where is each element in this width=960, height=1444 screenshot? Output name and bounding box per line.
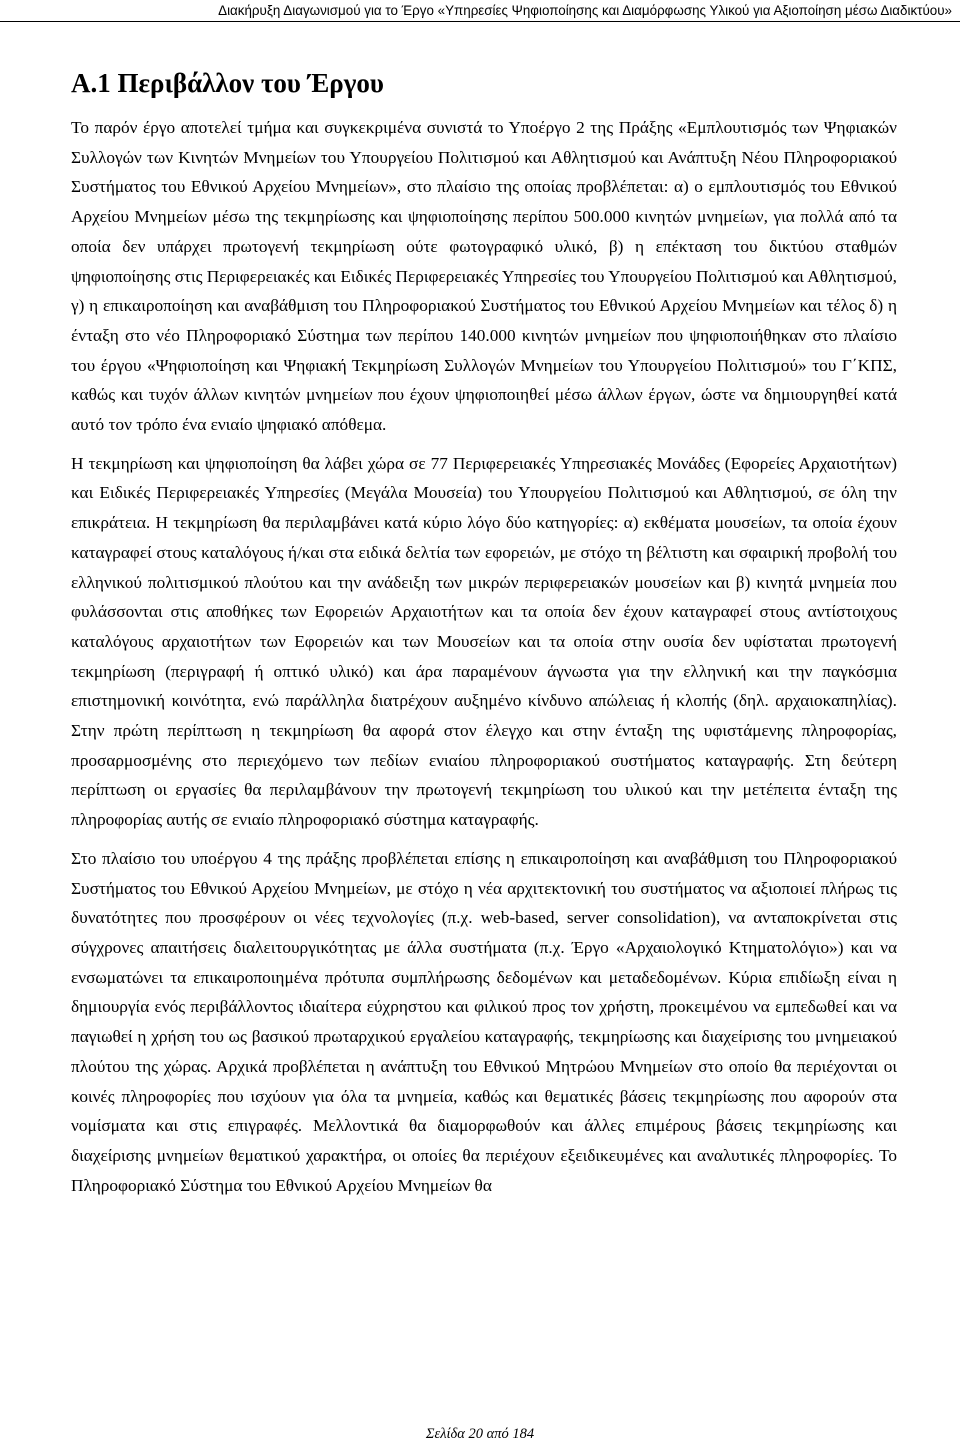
page-number: Σελίδα 20 από 184: [425, 1426, 535, 1442]
header-divider: [0, 21, 960, 22]
paragraph-2: Η τεκμηρίωση και ψηφιοποίηση θα λάβει χώρα σε 77 Περιφερειακές Υπηρεσιακές Μονάδες (Εφορείες Αρχαιοτήτων) και Ειδικές Περιφερειακές Υπηρεσίες (Μεγάλα Μουσεία) του Υπουργείου Πολιτισμού και Αθλητισμού, σε όλη την επικράτεια. Η τεκμηρίωση θα περιλαμβάνει κατά κύριο λόγο δύο κατηγορίες: α) εκθέματα μουσείων, τα οποία έχουν καταγραφεί στους καταλόγους ή/και στα ειδικά δελτία των εφορειών, με στόχο τη βέλτιστη και σφαιρική προβολή του ελληνικού πολιτισμικού πλούτου και την ανάδειξη των μικρών περιφερειακών μουσείων και β) κινητά μνημεία που φυλάσσονται στις αποθήκες των Εφορειών Αρχαιοτήτων και τα οποία δεν έχουν καταγραφεί στους αντίστοιχους καταλόγους αρχαιοτήτων των Εφορειών και των Μουσείων και τα οποία στην ουσία δεν υφίσταται πρωτογενή τεκμηρίωση (περιγραφή ή οπτικό υλικό) και άρα παραμένουν άγνωστα για την ελληνική και την παγκόσμια επιστημονική κοινότητα, ενώ παράλληλα διατρέχουν αυξημένο κίνδυνο απώλειας ή κλοπής (δηλ. αρχαιοκαπηλίας). Στην πρώτη περίπτωση η τεκμηρίωση θα αφορά στον έλεγχο και στην ένταξη της υφιστάμενης πληροφορίας, προσαρμοσμένης στο περιεχόμενο των πεδίων ενιαίου πληροφοριακού συστήματος καταγραφής. Στη δεύτερη περίπτωση οι εργασίες θα περιλαμβάνουν την πρωτογενή τεκμηρίωση του υλικού και την μετέπειτα ένταξη της πληροφορίας αυτής σε ενιαίο πληροφοριακό σύστημα καταγραφής.: [71, 453, 897, 830]
section-title: Α.1 Περιβάλλον του Έργου: [71, 68, 384, 98]
running-header: Διακήρυξη Διαγωνισμού για το Έργο «Υπηρεσίες Ψηφιοποίησης και Διαμόρφωσης Υλικού για Αξιοποίηση μέσω Διαδικτύου»: [218, 3, 952, 18]
paragraph-1: Το παρόν έργο αποτελεί τμήμα και συγκεκριμένα συνιστά το Υποέργο 2 της Πράξης «Εμπλουτισμός των Ψηφιακών Συλλογών των Κινητών Μνημείων του Υπουργείου Πολιτισμού και Αθλητισμού και Ανάπτυξη Νέου Πληροφοριακού Συστήματος του Εθνικού Αρχείου Μνημείων», στο πλαίσιο της οποίας προβλέπεται: α) ο εμπλουτισμός του Εθνικού Αρχείου Μνημείων μέσω της τεκμηρίωσης και ψηφιοποίησης περίπου 500.000 κινητών μνημείων, για πολλά από τα οποία δεν υπάρχει πρωτογενή τεκμηρίωση ούτε φωτογραφικό υλικό, β) η επέκταση του δικτύου σταθμών ψηφιοποίησης στις Περιφερειακές και Ειδικές Περιφερειακές Υπηρεσίες του Υπουργείου Πολιτισμού και Αθλητισμού, γ) η επικαιροποίηση και αναβάθμιση του Πληροφοριακού Συστήματος του Εθνικού Αρχείου Μνημείων και τέλος δ) η ένταξη στο νέο Πληροφοριακό Σύστημα των περίπου 140.000 κινητών μνημείων που ψηφιοποιήθηκαν στο πλαίσιο του έργου «Ψηφιοποίηση και Ψηφιακή Τεκμηρίωση Συλλογών Μνημείων του Υπουργείου Πολιτισμού» του Γ΄ΚΠΣ, καθώς και τυχόν άλλων κινητών μνημείων που έχουν ψηφιοποιηθεί μέσω άλλων έργων, ώστε να δημιουργηθεί κατά αυτό τον τρόπο ένα ενιαίο ψηφιακό απόθεμα.: [71, 118, 897, 435]
body-text: [71, 113, 897, 1209]
paragraph-3: Στο πλαίσιο του υποέργου 4 της πράξης προβλέπεται επίσης η επικαιροποίηση και αναβάθμιση του Πληροφοριακού Συστήματος του Εθνικού Αρχείου Μνημείων, με στόχο η νέα αρχιτεκτονική του συστήματος να αξιοποιεί πλήρως τις δυνατότητες που προσφέρουν οι νέες τεχνολογίες (π.χ. web-based, server consolidation), να ανταποκρίνεται στις σύγχρονες απαιτήσεις διαλειτουργικότητας με άλλα συστήματα (π.χ. Έργο «Αρχαιολογικό Κτηματολόγιο») και να ενσωματώνει τα επικαιροποιημένα πρότυπα συμπλήρωσης δεδομένων και μεταδεδομένων. Κύρια επιδίωξη είναι η δημιουργία ενός περιβάλλοντος ιδιαίτερα εύχρηστου και φιλικού προς τον χρήστη, προκειμένου να εμπεδωθεί και να παγιωθεί η χρήση του ως βασικού πρωταρχικού εργαλείου καταγραφής, τεκμηρίωσης και διαχείρισης του μνημειακού πλούτου της χώρας. Αρχικά προβλέπεται η ανάπτυξη του Εθνικού Μητρώου Μνημείων στο οποίο θα περιέχονται οι κοινές πληροφορίες που ισχύουν για όλα τα μνημεία, καθώς και θεματικές βάσεις τεκμηρίωσης που αφορούν στα νομίσματα και στις επιγραφές. Μελλοντικά θα διαμορφωθούν και άλλες επιμέρους βάσεις τεκμηρίωσης και διαχείρισης μνημείων θεματικού χαρακτήρα, οι οποίες θα περιέχουν εξειδικευμένες και αναλυτικές πληροφορίες. Το Πληροφοριακό Σύστημα του Εθνικού Αρχείου Μνημείων θα: [71, 848, 897, 1195]
